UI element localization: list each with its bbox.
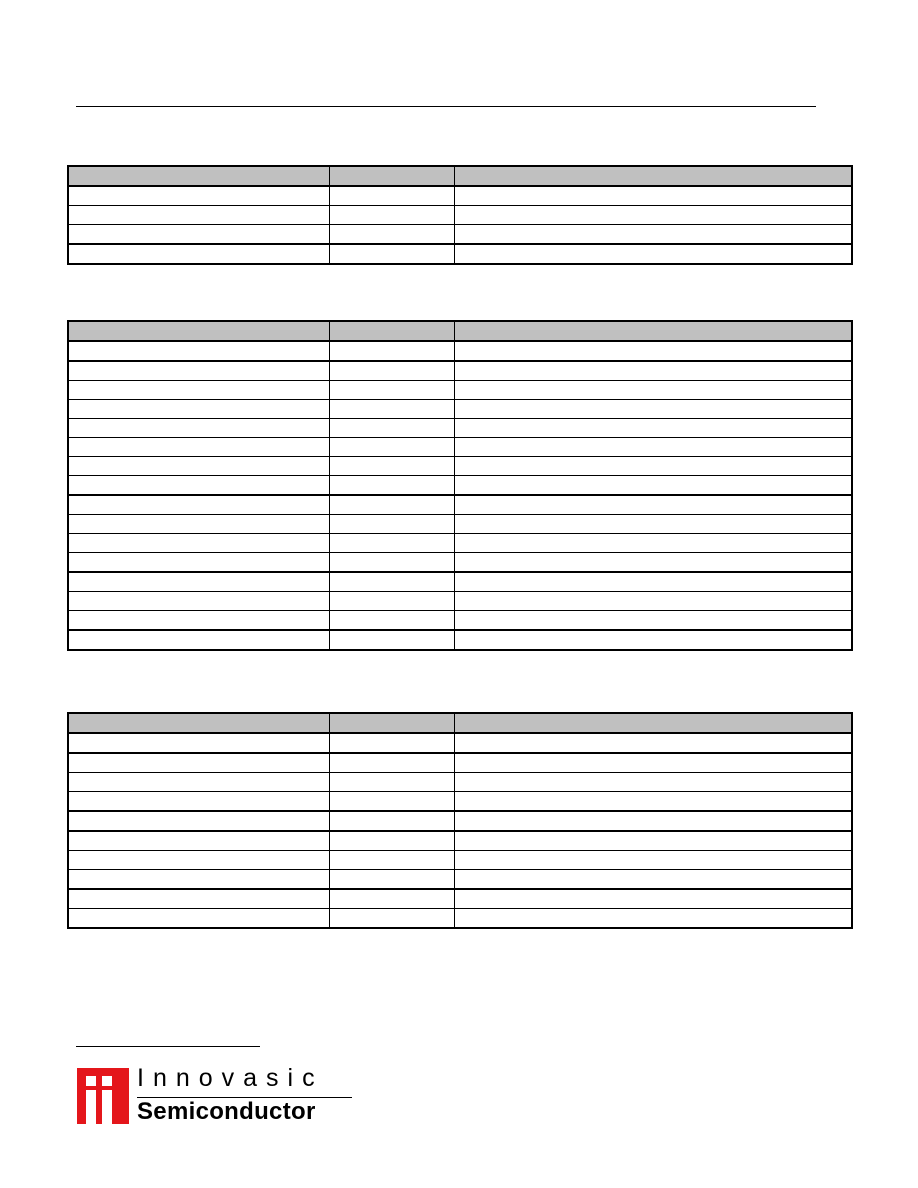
table-row bbox=[68, 381, 852, 400]
footnote-rule bbox=[76, 1046, 260, 1047]
table-cell bbox=[454, 753, 852, 773]
table-header-row bbox=[68, 321, 852, 341]
table-row bbox=[68, 792, 852, 812]
table-cell bbox=[454, 476, 852, 496]
table-cell bbox=[68, 553, 329, 573]
table-cell bbox=[68, 870, 329, 890]
table-cell bbox=[68, 476, 329, 496]
table-cell bbox=[68, 851, 329, 870]
table-cell bbox=[454, 186, 852, 206]
logo-wordmark-bottom: Semiconductor bbox=[137, 1098, 316, 1125]
table-row bbox=[68, 753, 852, 773]
table-cell bbox=[454, 870, 852, 890]
table-cell bbox=[329, 733, 454, 753]
signal-table-1 bbox=[67, 165, 853, 265]
table-row bbox=[68, 515, 852, 534]
table-cell bbox=[329, 909, 454, 929]
table-cell bbox=[329, 611, 454, 631]
table-cell bbox=[329, 553, 454, 573]
table-row bbox=[68, 572, 852, 592]
table-row bbox=[68, 733, 852, 753]
column-header bbox=[329, 166, 454, 186]
table-cell bbox=[454, 438, 852, 457]
table-cell bbox=[329, 438, 454, 457]
table-row bbox=[68, 553, 852, 573]
table-row bbox=[68, 438, 852, 457]
table-cell bbox=[329, 592, 454, 611]
table-row bbox=[68, 534, 852, 553]
table-row bbox=[68, 592, 852, 611]
table-cell bbox=[454, 572, 852, 592]
table-cell bbox=[68, 457, 329, 476]
company-logo bbox=[77, 1064, 357, 1126]
table-cell bbox=[329, 419, 454, 438]
table-cell bbox=[329, 773, 454, 792]
table-cell bbox=[329, 400, 454, 419]
table-cell bbox=[454, 400, 852, 419]
table-row bbox=[68, 225, 852, 245]
table-cell bbox=[454, 630, 852, 650]
logo-mark-icon bbox=[77, 1068, 129, 1124]
column-header bbox=[68, 321, 329, 341]
table-cell bbox=[68, 909, 329, 929]
table-cell bbox=[68, 792, 329, 812]
table-cell bbox=[329, 476, 454, 496]
table-cell bbox=[329, 630, 454, 650]
table-row bbox=[68, 419, 852, 438]
column-header bbox=[329, 713, 454, 733]
table-cell bbox=[68, 630, 329, 650]
table-cell bbox=[329, 851, 454, 870]
table-cell bbox=[329, 341, 454, 361]
table-cell bbox=[68, 611, 329, 631]
table-cell bbox=[68, 773, 329, 792]
table-cell bbox=[68, 400, 329, 419]
table-row bbox=[68, 909, 852, 929]
signal-table-3 bbox=[67, 712, 853, 929]
table-cell bbox=[454, 206, 852, 225]
table-cell bbox=[329, 225, 454, 245]
signal-table-2 bbox=[67, 320, 853, 651]
table-cell bbox=[68, 244, 329, 264]
table-cell bbox=[68, 831, 329, 851]
table-cell bbox=[68, 889, 329, 909]
table-row bbox=[68, 630, 852, 650]
table-cell bbox=[454, 592, 852, 611]
table-row bbox=[68, 889, 852, 909]
table-row bbox=[68, 361, 852, 381]
table-cell bbox=[68, 381, 329, 400]
table-cell bbox=[68, 341, 329, 361]
table-row bbox=[68, 611, 852, 631]
table-cell bbox=[454, 831, 852, 851]
table-cell bbox=[68, 534, 329, 553]
table-row bbox=[68, 400, 852, 419]
column-header bbox=[454, 713, 852, 733]
table-header-row bbox=[68, 713, 852, 733]
table-cell bbox=[454, 457, 852, 476]
table-cell bbox=[68, 419, 329, 438]
table-cell bbox=[68, 733, 329, 753]
table-cell bbox=[454, 611, 852, 631]
table-row bbox=[68, 476, 852, 496]
table-cell bbox=[329, 572, 454, 592]
table-row bbox=[68, 811, 852, 831]
table-cell bbox=[329, 457, 454, 476]
table-cell bbox=[454, 341, 852, 361]
table-cell bbox=[454, 244, 852, 264]
table-cell bbox=[454, 811, 852, 831]
table-cell bbox=[454, 733, 852, 753]
table-cell bbox=[329, 753, 454, 773]
table-cell bbox=[329, 361, 454, 381]
table-cell bbox=[68, 495, 329, 515]
table-cell bbox=[68, 438, 329, 457]
table-cell bbox=[329, 244, 454, 264]
table-cell bbox=[454, 534, 852, 553]
table-cell bbox=[68, 225, 329, 245]
table-cell bbox=[329, 870, 454, 890]
table-row bbox=[68, 457, 852, 476]
table-cell bbox=[329, 515, 454, 534]
table-cell bbox=[454, 419, 852, 438]
table-header-row bbox=[68, 166, 852, 186]
table-cell bbox=[454, 381, 852, 400]
table-row bbox=[68, 495, 852, 515]
table-cell bbox=[68, 361, 329, 381]
table-cell bbox=[454, 889, 852, 909]
table-cell bbox=[454, 495, 852, 515]
column-header bbox=[329, 321, 454, 341]
table-cell bbox=[454, 553, 852, 573]
table-row bbox=[68, 851, 852, 870]
column-header bbox=[454, 321, 852, 341]
column-header bbox=[68, 713, 329, 733]
column-header bbox=[68, 166, 329, 186]
table-cell bbox=[329, 381, 454, 400]
table-cell bbox=[329, 811, 454, 831]
table-cell bbox=[454, 225, 852, 245]
table-cell bbox=[329, 495, 454, 515]
table-row bbox=[68, 206, 852, 225]
table-row bbox=[68, 186, 852, 206]
table-cell bbox=[68, 592, 329, 611]
header-rule bbox=[76, 106, 816, 107]
table-cell bbox=[454, 851, 852, 870]
table-row bbox=[68, 244, 852, 264]
table-cell bbox=[454, 773, 852, 792]
table-cell bbox=[329, 206, 454, 225]
table-cell bbox=[329, 534, 454, 553]
table-row bbox=[68, 870, 852, 890]
table-cell bbox=[68, 206, 329, 225]
table-row bbox=[68, 773, 852, 792]
table-cell bbox=[68, 186, 329, 206]
table-cell bbox=[454, 909, 852, 929]
table-row bbox=[68, 831, 852, 851]
logo-wordmark-top: Innovasic bbox=[137, 1064, 324, 1092]
table-cell bbox=[68, 811, 329, 831]
column-header bbox=[454, 166, 852, 186]
table-cell bbox=[329, 889, 454, 909]
table-cell bbox=[454, 361, 852, 381]
table-cell bbox=[329, 186, 454, 206]
table-cell bbox=[68, 515, 329, 534]
table-cell bbox=[454, 515, 852, 534]
table-cell bbox=[68, 753, 329, 773]
table-cell bbox=[68, 572, 329, 592]
table-cell bbox=[329, 792, 454, 812]
table-cell bbox=[454, 792, 852, 812]
table-cell bbox=[329, 831, 454, 851]
table-row bbox=[68, 341, 852, 361]
